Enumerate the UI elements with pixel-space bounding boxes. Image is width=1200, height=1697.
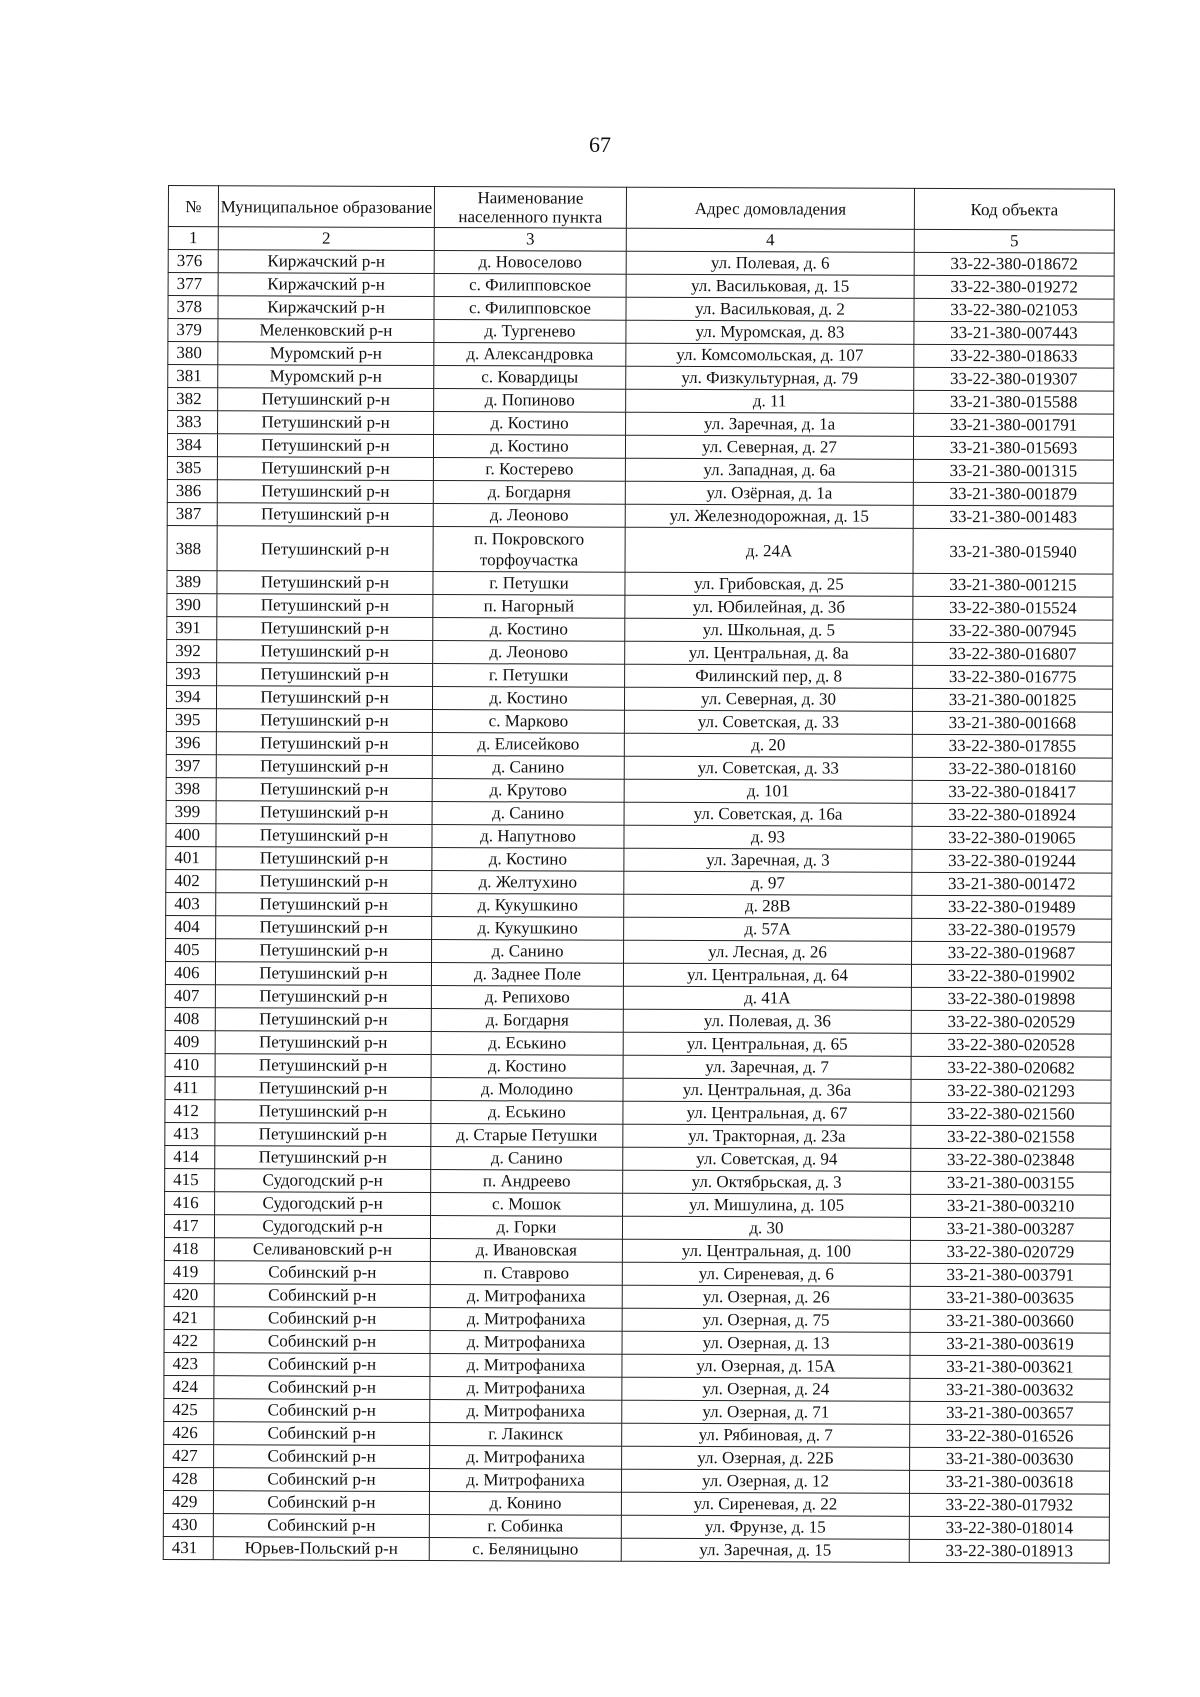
settlement-cell: с. Филипповское (434, 274, 626, 298)
address-cell: ул. Озерная, д. 71 (622, 1400, 910, 1424)
settlement-cell: д. Санино (432, 756, 624, 780)
municipality-cell: Петушинский р-н (216, 732, 432, 756)
municipality-cell: Судогодский р-н (214, 1215, 430, 1239)
settlement-cell: д. Митрофаниха (430, 1377, 622, 1401)
municipality-cell: Юрьев-Польский р-н (213, 1537, 429, 1561)
header-row (168, 186, 1114, 231)
object-code-cell: 33-21-380-001668 (912, 711, 1112, 735)
settlement-cell: д. Митрофаниха (430, 1331, 622, 1355)
address-cell: ул. Советская, д. 94 (623, 1147, 911, 1171)
municipality-cell: Петушинский р-н (216, 801, 432, 825)
address-cell: ул. Северная, д. 30 (624, 687, 912, 711)
object-code-cell: 33-22-380-019272 (914, 275, 1114, 299)
row-number: 430 (163, 1513, 213, 1536)
municipality-cell: Петушинский р-н (215, 985, 431, 1009)
row-number: 399 (166, 800, 216, 823)
municipality-cell: Петушинский р-н (216, 939, 432, 963)
row-number: 383 (168, 411, 218, 434)
settlement-cell: д. Желтухино (432, 871, 624, 895)
settlement-cell: д. Крутово (432, 779, 624, 803)
municipality-cell: Петушинский р-н (216, 916, 432, 940)
address-cell: ул. Школьная, д. 5 (625, 618, 913, 642)
row-number: 377 (168, 273, 218, 296)
object-code-cell: 33-22-380-019307 (914, 367, 1114, 391)
object-code-cell: 33-22-380-015524 (913, 596, 1113, 620)
address-cell: ул. Заречная, д. 1а (626, 412, 914, 436)
municipality-cell: Петушинский р-н (217, 617, 433, 641)
settlement-cell: д. Санино (431, 1147, 623, 1171)
address-cell: ул. Муромская, д. 83 (626, 320, 914, 344)
address-cell: д. 11 (626, 389, 914, 413)
municipality-cell: Собинский р-н (213, 1468, 429, 1492)
object-code-cell: 33-22-380-007945 (913, 619, 1113, 643)
address-cell: д. 30 (622, 1216, 910, 1240)
row-number: 388 (167, 525, 217, 570)
header-settlement: Наименование населенного пункта (434, 187, 626, 229)
row-number: 381 (168, 365, 218, 388)
settlement-cell: д. Александровка (434, 343, 626, 367)
municipality-cell: Петушинский р-н (215, 962, 431, 986)
row-number: 400 (166, 823, 216, 846)
row-number: 425 (164, 1398, 214, 1421)
object-code-cell: 33-22-380-021560 (911, 1102, 1111, 1126)
column-number: 1 (168, 227, 218, 250)
settlement-cell: д. Попиново (434, 389, 626, 413)
object-code-cell: 33-21-380-003619 (910, 1332, 1110, 1356)
municipality-cell: Петушинский р-н (215, 1123, 431, 1147)
address-cell: ул. Озерная, д. 15А (622, 1354, 910, 1378)
object-code-cell: 33-21-380-001825 (912, 688, 1112, 712)
object-code-cell: 33-22-380-019898 (911, 987, 1111, 1011)
table-row (167, 525, 1113, 574)
row-number: 426 (164, 1421, 214, 1444)
municipality-cell: Петушинский р-н (216, 686, 432, 710)
settlement-cell: д. Костино (434, 412, 626, 436)
settlement-cell: д. Конино (429, 1492, 621, 1516)
municipality-cell: Собинский р-н (214, 1422, 430, 1446)
header-address: Адрес домовладения (626, 187, 914, 229)
header-number: № (168, 186, 218, 227)
row-number: 406 (165, 961, 215, 984)
settlement-cell: д. Санино (432, 940, 624, 964)
settlement-cell: с. Беляницыно (429, 1538, 621, 1562)
municipality-cell: Петушинский р-н (217, 571, 433, 595)
settlement-cell: д. Богдарня (431, 1009, 623, 1033)
row-number: 417 (164, 1214, 214, 1237)
row-number: 409 (165, 1030, 215, 1053)
object-code-cell: 33-21-380-003287 (910, 1217, 1110, 1241)
address-cell: ул. Советская, д. 33 (624, 756, 912, 780)
address-cell: ул. Сиреневая, д. 6 (622, 1262, 910, 1286)
object-code-cell: 33-21-380-001791 (914, 413, 1114, 437)
row-number: 382 (168, 388, 218, 411)
row-number: 413 (165, 1122, 215, 1145)
row-number: 424 (164, 1375, 214, 1398)
municipality-cell: Собинский р-н (214, 1376, 430, 1400)
address-cell: д. 28В (624, 894, 912, 918)
object-code-cell: 33-21-380-003210 (911, 1194, 1111, 1218)
object-code-cell: 33-22-380-018417 (912, 780, 1112, 804)
settlement-cell: д. Митрофаниха (429, 1469, 621, 1493)
settlement-cell: с. Ковардицы (434, 366, 626, 390)
municipality-cell: Петушинский р-н (215, 1008, 431, 1032)
settlement-cell: д. Репихово (431, 986, 623, 1010)
municipality-cell: Петушинский р-н (216, 847, 432, 871)
municipality-cell: Собинский р-н (214, 1330, 430, 1354)
object-code-cell: 33-22-380-017855 (912, 734, 1112, 758)
municipality-cell: Собинский р-н (213, 1514, 429, 1538)
object-code-cell: 33-22-380-016526 (910, 1424, 1110, 1448)
municipality-cell: Петушинский р-н (218, 411, 434, 435)
column-number: 3 (434, 228, 626, 252)
address-cell: ул. Заречная, д. 3 (624, 848, 912, 872)
municipality-cell: Петушинский р-н (217, 594, 433, 618)
municipality-cell: Петушинский р-н (216, 870, 432, 894)
row-number: 384 (167, 434, 217, 457)
object-code-cell: 33-22-380-020528 (911, 1033, 1111, 1057)
address-cell: ул. Мишулина, д. 105 (623, 1193, 911, 1217)
municipality-cell: Петушинский р-н (216, 824, 432, 848)
row-number: 398 (166, 777, 216, 800)
row-number: 397 (166, 754, 216, 777)
object-code-cell: 33-22-380-020529 (911, 1010, 1111, 1034)
municipality-cell: Петушинский р-н (215, 1031, 431, 1055)
column-number: 2 (218, 227, 434, 251)
settlement-cell: п. Нагорный (433, 595, 625, 619)
municipality-cell: Муромский р-н (218, 342, 434, 366)
address-cell: ул. Озерная, д. 13 (622, 1331, 910, 1355)
settlement-cell: д. Молодино (431, 1078, 623, 1102)
settlement-cell: д. Кукушкино (432, 917, 624, 941)
settlement-cell: д. Тургенево (434, 320, 626, 344)
municipality-cell: Петушинский р-н (217, 480, 433, 504)
row-number: 407 (165, 984, 215, 1007)
object-code-cell: 33-21-380-003660 (910, 1309, 1110, 1333)
row-number: 391 (167, 616, 217, 639)
municipality-cell: Петушинский р-н (216, 778, 432, 802)
municipality-cell: Муромский р-н (218, 365, 434, 389)
settlement-cell: п. Андреево (431, 1170, 623, 1194)
settlement-cell: д. Костино (433, 435, 625, 459)
column-number: 5 (914, 229, 1114, 253)
row-number: 421 (164, 1306, 214, 1329)
object-code-cell: 33-22-380-019489 (912, 895, 1112, 919)
address-cell: д. 93 (624, 825, 912, 849)
object-code-cell: 33-22-380-016807 (913, 642, 1113, 666)
row-number: 415 (165, 1168, 215, 1191)
settlement-cell: д. Еськино (431, 1101, 623, 1125)
row-number: 385 (167, 456, 217, 479)
row-number: 389 (167, 570, 217, 593)
row-number: 379 (168, 319, 218, 342)
object-code-cell: 33-21-380-003155 (911, 1171, 1111, 1195)
row-number: 408 (165, 1007, 215, 1030)
municipality-cell: Меленковский р-н (218, 319, 434, 343)
object-code-cell: 33-21-380-007443 (914, 321, 1114, 345)
municipality-cell: Петушинский р-н (217, 663, 433, 687)
municipality-cell: Селивановский р-н (214, 1238, 430, 1262)
settlement-cell: д. Митрофаниха (430, 1446, 622, 1470)
address-cell: ул. Центральная, д. 64 (623, 963, 911, 987)
object-code-cell: 33-21-380-015588 (914, 390, 1114, 414)
municipality-cell: Петушинский р-н (216, 709, 432, 733)
address-cell: ул. Комсомольская, д. 107 (626, 343, 914, 367)
row-number: 428 (163, 1467, 213, 1490)
object-code-cell: 33-21-380-003791 (910, 1263, 1110, 1287)
municipality-cell: Киржачский р-н (218, 296, 434, 320)
settlement-cell: с. Филипповское (434, 297, 626, 321)
table-body (163, 250, 1114, 1564)
object-code-cell: 33-22-380-021558 (911, 1125, 1111, 1149)
object-code-cell: 33-22-380-020682 (911, 1056, 1111, 1080)
object-code-cell: 33-22-380-019902 (911, 964, 1111, 988)
object-code-cell: 33-21-380-003621 (910, 1355, 1110, 1379)
settlement-cell: д. Старые Петушки (431, 1124, 623, 1148)
address-cell: ул. Озерная, д. 75 (622, 1308, 910, 1332)
address-cell: ул. Центральная, д. 36а (623, 1078, 911, 1102)
municipality-cell: Собинский р-н (213, 1491, 429, 1515)
settlement-cell: д. Санино (432, 802, 624, 826)
settlement-cell: г. Костерево (433, 458, 625, 482)
object-code-cell: 33-22-380-018014 (909, 1516, 1109, 1540)
settlement-cell: д. Митрофаниха (430, 1285, 622, 1309)
row-number: 412 (165, 1099, 215, 1122)
row-number: 427 (164, 1444, 214, 1467)
settlement-cell: д. Кукушкино (432, 894, 624, 918)
address-cell: ул. Васильковая, д. 2 (626, 297, 914, 321)
row-number: 376 (168, 250, 218, 273)
municipality-cell: Петушинский р-н (215, 1054, 431, 1078)
address-cell: ул. Заречная, д. 15 (621, 1538, 909, 1562)
municipality-cell: Петушинский р-н (217, 457, 433, 481)
settlement-cell: г. Петушки (433, 572, 625, 596)
object-code-cell: 33-21-380-001315 (913, 459, 1113, 483)
settlement-cell: д. Костино (432, 848, 624, 872)
address-cell: д. 101 (624, 779, 912, 803)
row-number: 390 (167, 593, 217, 616)
address-cell: ул. Железнодорожная, д. 15 (625, 504, 913, 528)
objects-table (163, 185, 1115, 1564)
settlement-cell: г. Собинка (429, 1515, 621, 1539)
address-cell: д. 20 (624, 733, 912, 757)
object-code-cell: 33-21-380-003657 (910, 1401, 1110, 1425)
object-code-cell: 33-21-380-015693 (913, 436, 1113, 460)
object-code-cell: 33-21-380-003635 (910, 1286, 1110, 1310)
municipality-cell: Петушинский р-н (216, 755, 432, 779)
municipality-cell: Петушинский р-н (217, 640, 433, 664)
address-cell: Филинский пер, д. 8 (625, 664, 913, 688)
municipality-cell: Собинский р-н (214, 1307, 430, 1331)
municipality-cell: Петушинский р-н (217, 503, 433, 527)
settlement-cell: д. Костино (432, 687, 624, 711)
municipality-cell: Собинский р-н (214, 1284, 430, 1308)
object-code-cell: 33-21-380-001483 (913, 505, 1113, 529)
settlement-cell: п. Покровского торфоучастка (433, 527, 625, 573)
municipality-cell: Петушинский р-н (216, 893, 432, 917)
object-code-cell: 33-22-380-019687 (912, 941, 1112, 965)
object-code-cell: 33-22-380-018633 (914, 344, 1114, 368)
row-number: 414 (165, 1145, 215, 1168)
row-number: 401 (166, 846, 216, 869)
municipality-cell: Судогодский р-н (215, 1169, 431, 1193)
address-cell: ул. Физкультурная, д. 79 (626, 366, 914, 390)
address-cell: ул. Юбилейная, д. 3б (625, 595, 913, 619)
object-code-cell: 33-22-380-017932 (909, 1493, 1109, 1517)
object-code-cell: 33-22-380-018924 (912, 803, 1112, 827)
row-number: 378 (168, 296, 218, 319)
address-cell: д. 97 (624, 871, 912, 895)
address-cell: ул. Озерная, д. 24 (622, 1377, 910, 1401)
object-code-cell: 33-22-380-021293 (911, 1079, 1111, 1103)
settlement-cell: д. Костино (433, 618, 625, 642)
address-cell: д. 24А (625, 527, 913, 573)
settlement-cell: д. Напутново (432, 825, 624, 849)
address-cell: ул. Центральная, д. 67 (623, 1101, 911, 1125)
object-code-cell: 33-21-380-015940 (913, 528, 1113, 574)
row-number: 402 (166, 869, 216, 892)
address-cell: ул. Центральная, д. 100 (622, 1239, 910, 1263)
row-number: 394 (166, 685, 216, 708)
address-cell: ул. Сиреневая, д. 22 (621, 1492, 909, 1516)
row-number: 419 (164, 1260, 214, 1283)
object-code-cell: 33-22-380-020729 (910, 1240, 1110, 1264)
row-number: 420 (164, 1283, 214, 1306)
municipality-cell: Петушинский р-н (215, 1077, 431, 1101)
municipality-cell: Петушинский р-н (215, 1100, 431, 1124)
row-number: 395 (166, 708, 216, 731)
address-cell: ул. Рябиновая, д. 7 (622, 1423, 910, 1447)
row-number: 380 (168, 342, 218, 365)
row-number: 392 (167, 639, 217, 662)
header-municipality: Муниципальное образование (218, 186, 434, 228)
settlement-cell: д. Заднее Поле (431, 963, 623, 987)
header-object-code: Код объекта (914, 188, 1114, 230)
object-code-cell: 33-21-380-001215 (913, 573, 1113, 597)
address-cell: ул. Фрунзе, д. 15 (621, 1515, 909, 1539)
address-cell: ул. Озерная, д. 12 (621, 1469, 909, 1493)
object-code-cell: 33-22-380-019579 (912, 918, 1112, 942)
address-cell: ул. Западная, д. 6а (625, 458, 913, 482)
address-cell: ул. Полевая, д. 36 (623, 1009, 911, 1033)
settlement-cell: д. Новоселово (434, 251, 626, 275)
row-number: 410 (165, 1053, 215, 1076)
address-cell: ул. Лесная, д. 26 (624, 940, 912, 964)
settlement-cell: д. Митрофаниха (430, 1308, 622, 1332)
object-code-cell: 33-21-380-003618 (909, 1470, 1109, 1494)
municipality-cell: Петушинский р-н (218, 388, 434, 412)
row-number: 404 (166, 915, 216, 938)
settlement-cell: д. Леоново (433, 641, 625, 665)
object-code-cell: 33-22-380-018672 (914, 252, 1114, 276)
object-code-cell: 33-21-380-001879 (913, 482, 1113, 506)
settlement-cell: п. Ставрово (430, 1262, 622, 1286)
row-number: 429 (163, 1490, 213, 1513)
row-number: 411 (165, 1076, 215, 1099)
object-code-cell: 33-22-380-016775 (913, 665, 1113, 689)
settlement-cell: д. Леоново (433, 504, 625, 528)
address-cell: ул. Центральная, д. 65 (623, 1032, 911, 1056)
municipality-cell: Собинский р-н (214, 1445, 430, 1469)
municipality-cell: Петушинский р-н (217, 526, 433, 572)
municipality-cell: Петушинский р-н (217, 434, 433, 458)
settlement-cell: д. Ивановская (430, 1239, 622, 1263)
municipality-cell: Петушинский р-н (215, 1146, 431, 1170)
settlement-cell: д. Богдарня (433, 481, 625, 505)
table-row (163, 1536, 1109, 1563)
object-code-cell: 33-21-380-003630 (910, 1447, 1110, 1471)
municipality-cell: Киржачский р-н (218, 250, 434, 274)
row-number: 422 (164, 1329, 214, 1352)
settlement-cell: д. Еськино (431, 1032, 623, 1056)
object-code-cell: 33-22-380-018160 (912, 757, 1112, 781)
row-number: 403 (166, 892, 216, 915)
object-code-cell: 33-21-380-003632 (910, 1378, 1110, 1402)
object-code-cell: 33-21-380-001472 (912, 872, 1112, 896)
address-cell: ул. Советская, д. 33 (624, 710, 912, 734)
column-number: 4 (626, 228, 914, 252)
address-cell: д. 57А (624, 917, 912, 941)
municipality-cell: Собинский р-н (214, 1261, 430, 1285)
page-number: 67 (589, 132, 611, 157)
address-cell: ул. Тракторная, д. 23а (623, 1124, 911, 1148)
address-cell: ул. Октябрьская, д. 3 (623, 1170, 911, 1194)
settlement-cell: д. Костино (431, 1055, 623, 1079)
row-number: 387 (167, 502, 217, 525)
settlement-cell: г. Лакинск (430, 1423, 622, 1447)
row-number: 416 (165, 1191, 215, 1214)
municipality-cell: Судогодский р-н (215, 1192, 431, 1216)
address-cell: ул. Грибовская, д. 25 (625, 572, 913, 596)
settlement-cell: д. Елисейково (432, 733, 624, 757)
object-code-cell: 33-22-380-018913 (909, 1539, 1109, 1563)
object-code-cell: 33-22-380-021053 (914, 298, 1114, 322)
row-number: 431 (163, 1536, 213, 1559)
address-cell: ул. Северная, д. 27 (625, 435, 913, 459)
settlement-cell: д. Митрофаниха (430, 1400, 622, 1424)
object-code-cell: 33-22-380-019244 (912, 849, 1112, 873)
object-code-cell: 33-22-380-023848 (911, 1148, 1111, 1172)
municipality-cell: Собинский р-н (214, 1399, 430, 1423)
address-cell: ул. Озёрная, д. 1а (625, 481, 913, 505)
row-number: 386 (167, 479, 217, 502)
municipality-cell: Собинский р-н (214, 1353, 430, 1377)
settlement-cell: д. Митрофаниха (430, 1354, 622, 1378)
municipality-cell: Киржачский р-н (218, 273, 434, 297)
address-cell: ул. Васильковая, д. 15 (626, 274, 914, 298)
address-cell: ул. Заречная, д. 7 (623, 1055, 911, 1079)
address-cell: ул. Полевая, д. 6 (626, 251, 914, 275)
settlement-cell: с. Мошок (431, 1193, 623, 1217)
row-number: 396 (166, 731, 216, 754)
settlement-cell: с. Марково (432, 710, 624, 734)
object-code-cell: 33-22-380-019065 (912, 826, 1112, 850)
row-number: 405 (166, 938, 216, 961)
address-cell: ул. Центральная, д. 8а (625, 641, 913, 665)
address-cell: ул. Озерная, д. 26 (622, 1285, 910, 1309)
row-number: 418 (164, 1237, 214, 1260)
address-cell: ул. Советская, д. 16а (624, 802, 912, 826)
address-cell: д. 41А (623, 986, 911, 1010)
row-number: 393 (167, 662, 217, 685)
settlement-cell: г. Петушки (433, 664, 625, 688)
row-number: 423 (164, 1352, 214, 1375)
settlement-cell: д. Горки (430, 1216, 622, 1240)
address-cell: ул. Озерная, д. 22Б (622, 1446, 910, 1470)
